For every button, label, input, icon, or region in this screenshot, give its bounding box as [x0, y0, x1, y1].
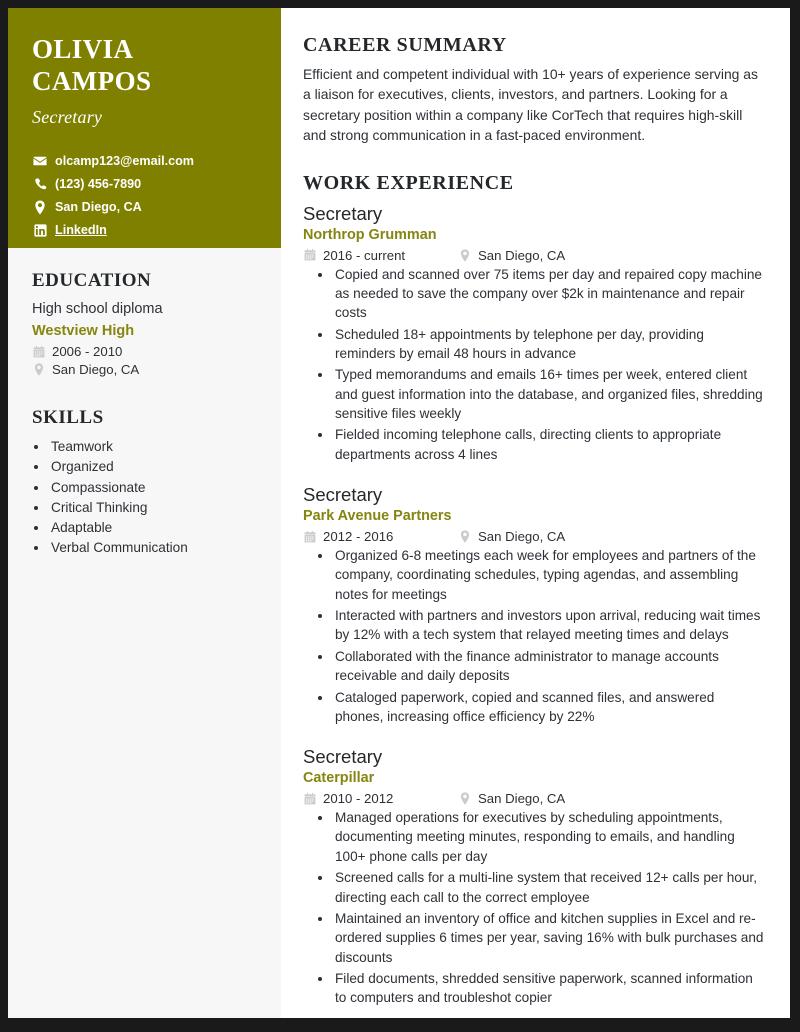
career-summary-text: Efficient and competent individual with 10+ years of experience serving as a liaison for executives, clients, investors, and partners. Looking for a secretary position within a company like CorTech that requires high-skill and strong communication in a fast-paced environment. [303, 66, 758, 144]
job-company: Caterpillar [303, 770, 375, 787]
job-bullet: • Cataloged paperwork, copied and scanned files, and answered phones, increasing office efficiency by 22% [333, 688, 764, 727]
contact-linkedin-text: LinkedIn [55, 223, 107, 238]
job-meta-row [303, 529, 764, 544]
sidebar [8, 8, 281, 1018]
contact-phone[interactable] [32, 175, 257, 193]
job-bullet: • Copied and scanned over 75 items per day and repaired copy machine as needed to save the company over $2k in maintenance and repair costs [333, 265, 764, 323]
skill-item: • Teamwork [49, 437, 257, 457]
contact-list [32, 152, 257, 240]
calendar-icon [303, 531, 317, 543]
skills-section [32, 407, 257, 559]
calendar-icon [32, 346, 46, 358]
candidate-name [32, 34, 257, 98]
skills-list [32, 437, 257, 559]
job-meta-row [303, 791, 764, 806]
education-dates: 2006 - 2010 [52, 344, 123, 360]
linkedin-icon [32, 224, 48, 237]
skill-item: • Verbal Communication [49, 538, 257, 558]
job-company: Park Avenue Partners [303, 508, 452, 525]
candidate-first-name: OLIVIA [32, 34, 134, 64]
envelope-icon [32, 154, 48, 168]
job-bullets [303, 546, 764, 726]
job-bullet: • Filed documents, shredded sensitive paperwork, scanned information to computers and troubleshot copier [333, 969, 764, 1008]
education-location: San Diego, CA [52, 362, 140, 378]
education-dates-row [32, 344, 257, 359]
job-dates: 2010 - 2012 [323, 791, 394, 807]
job-bullet: • Scheduled 18+ appointments by telephone per day, providing reminders by email 48 hours in advance [333, 325, 764, 364]
job-title: Secretary [303, 746, 383, 768]
education-heading: EDUCATION [32, 270, 152, 291]
sidebar-body [8, 248, 281, 559]
resume-document [8, 8, 790, 1018]
sidebar-header [8, 8, 281, 248]
job-meta-row [303, 248, 764, 263]
job-entry [303, 483, 764, 726]
job-entry [303, 202, 764, 464]
job-location: San Diego, CA [478, 529, 566, 545]
job-location-group [458, 248, 565, 263]
candidate-last-name: CAMPOS [32, 65, 152, 96]
contact-phone-text: (123) 456-7890 [55, 176, 142, 191]
job-bullet: • Screened calls for a multi-line system that received 12+ calls per hour, directing each call to the correct employee [333, 868, 764, 907]
jobs-container [303, 202, 764, 1008]
calendar-icon [303, 249, 317, 261]
job-bullets [303, 808, 764, 1008]
skill-item: • Compassionate [49, 478, 257, 498]
career-summary-section [303, 34, 764, 146]
education-school: Westview High [32, 322, 135, 339]
map-pin-icon [32, 200, 48, 215]
job-dates-group [303, 529, 458, 544]
work-experience-section [303, 172, 764, 1008]
skill-item: • Organized [49, 457, 257, 477]
job-dates: 2012 - 2016 [323, 529, 394, 545]
job-location-group [458, 791, 565, 806]
map-pin-icon [458, 792, 472, 805]
job-dates: 2016 - current [323, 247, 406, 263]
contact-email-text: olcamp123@email.com [55, 153, 194, 168]
education-degree: High school diploma [32, 301, 163, 317]
job-dates-group [303, 248, 458, 263]
job-bullets [303, 265, 764, 465]
job-location-group [458, 529, 565, 544]
contact-email[interactable] [32, 152, 257, 170]
contact-location [32, 198, 257, 216]
skills-heading: SKILLS [32, 407, 104, 429]
work-experience-heading: WORK EXPERIENCE [303, 171, 514, 194]
job-bullet: • Collaborated with the finance administrator to manage accounts receivable and daily deposits [333, 647, 764, 686]
job-bullet: • Typed memorandums and emails 16+ times per week, entered client and guest information into the database, and organized files, shredding sensitive files weekly [333, 365, 764, 423]
job-dates-group [303, 791, 458, 806]
contact-linkedin[interactable] [32, 221, 257, 239]
map-pin-icon [458, 249, 472, 262]
main-column [281, 8, 790, 1018]
education-location-row [32, 362, 257, 377]
job-title: Secretary [303, 484, 383, 506]
phone-icon [32, 177, 48, 191]
candidate-job-title: Secretary [32, 106, 103, 127]
map-pin-icon [32, 363, 46, 376]
job-title: Secretary [303, 202, 383, 224]
job-entry [303, 745, 764, 1007]
calendar-icon [303, 793, 317, 805]
job-location: San Diego, CA [478, 791, 566, 807]
education-section [32, 270, 257, 377]
skill-item: • Adaptable [49, 518, 257, 538]
job-bullet: • Organized 6-8 meetings each week for employees and partners of the company, coordinating schedules, typing agendas, and assembling notes for meetings [333, 546, 764, 604]
skill-item: • Critical Thinking [49, 498, 257, 518]
job-bullet: • Interacted with partners and investors upon arrival, reducing wait times by 12% with a tech system that relayed meeting times and delays [333, 606, 764, 645]
job-company: Northrop Grumman [303, 226, 437, 243]
job-bullet: • Managed operations for executives by scheduling appointments, documenting meeting minutes, responding to emails, and handling 100+ phone calls per day [333, 808, 764, 866]
career-summary-heading: CAREER SUMMARY [303, 34, 507, 56]
map-pin-icon [458, 530, 472, 543]
contact-location-text: San Diego, CA [55, 200, 142, 215]
job-location: San Diego, CA [478, 247, 566, 263]
job-bullet: • Maintained an inventory of office and kitchen supplies in Excel and re-ordered supplies 6 times per year, saving 16% with bulk purchases and discounts [333, 909, 764, 967]
job-bullet: • Fielded incoming telephone calls, directing clients to appropriate departments across 4 lines [333, 425, 764, 464]
